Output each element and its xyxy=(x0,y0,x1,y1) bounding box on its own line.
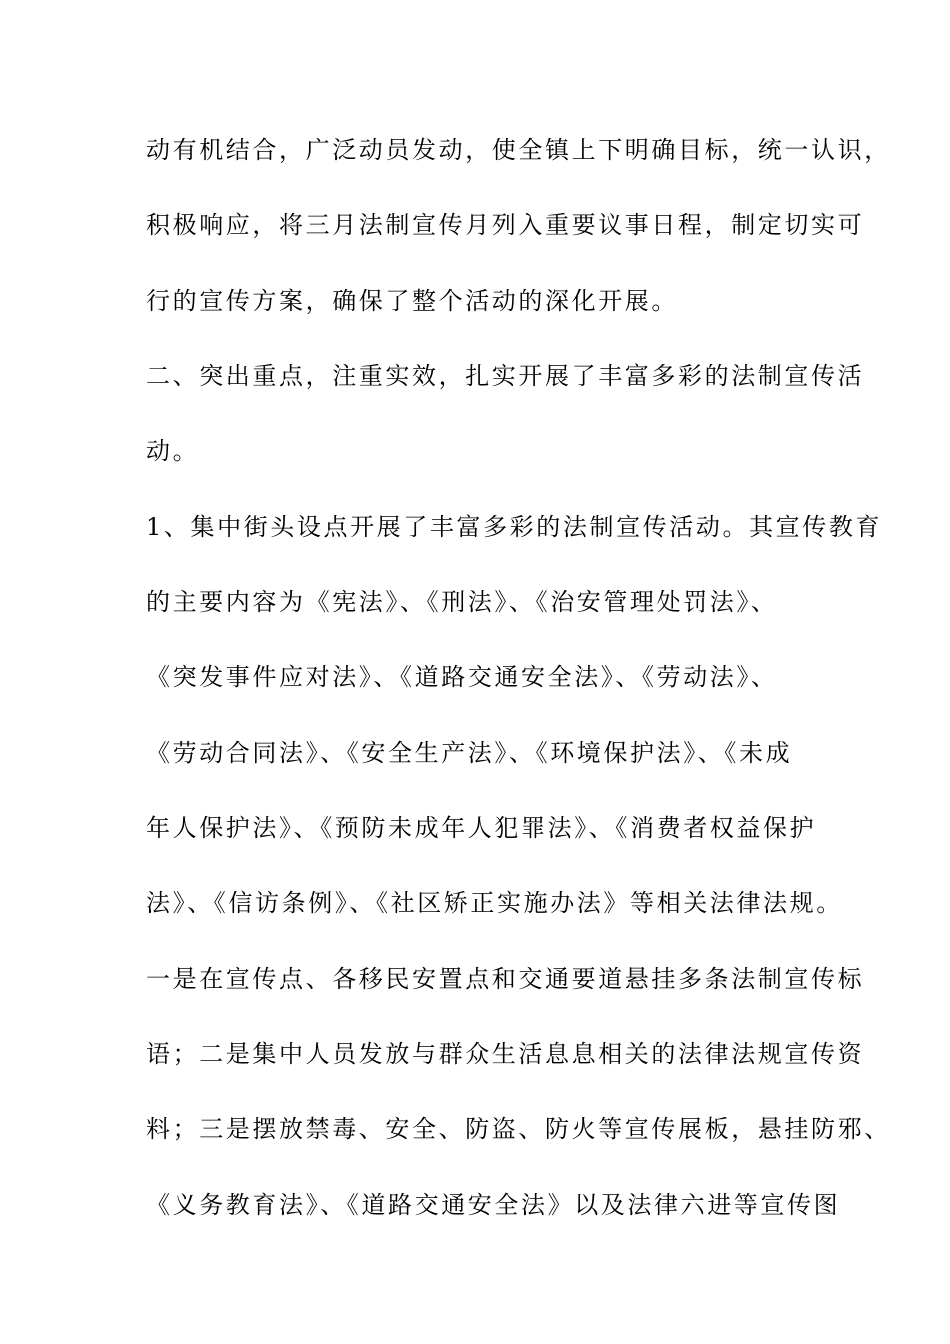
section-heading-line: 动。 xyxy=(146,437,200,465)
text-line: 年人保护法》、《预防未成年人犯罪法》、《消费者权益保护 xyxy=(146,814,817,842)
text-line: 动有机结合，广泛动员发动，使全镇上下明确目标，统一认识， xyxy=(146,136,891,164)
text-line: 语；二是集中人员发放与群众生活息息相关的法律法规宣传资 xyxy=(146,1040,865,1068)
text-line: 《劳动合同法》、《安全生产法》、《环境保护法》、《未成 xyxy=(146,739,793,767)
text-line: 的主要内容为《宪法》、《刑法》、《治安管理处罚法》、 xyxy=(146,588,778,616)
text-line: 料；三是摆放禁毒、安全、防盗、防火等宣传展板，悬挂防邪、 xyxy=(146,1115,891,1143)
text-line: 《突发事件应对法》、《道路交通安全法》、《劳动法》、 xyxy=(146,663,778,691)
text-line: 一是在宣传点、各移民安置点和交通要道悬挂多条法制宣传标 xyxy=(146,965,865,993)
text-line: 法》、《信访条例》、《社区矫正实施办法》等相关法律法规。 xyxy=(146,889,843,917)
text-line: 积极响应，将三月法制宣传月列入重要议事日程，制定切实可 xyxy=(146,211,865,239)
text-line: 《义务教育法》、《道路交通安全法》以及法律六进等宣传图 xyxy=(146,1191,841,1219)
text-line: 1、集中街头设点开展了丰富多彩的法制宣传活动。其宣传教育 xyxy=(146,513,883,541)
text-line: 行的宣传方案，确保了整个活动的深化开展。 xyxy=(146,287,678,315)
section-heading-line: 二、突出重点，注重实效，扎实开展了丰富多彩的法制宣传活 xyxy=(146,362,865,390)
